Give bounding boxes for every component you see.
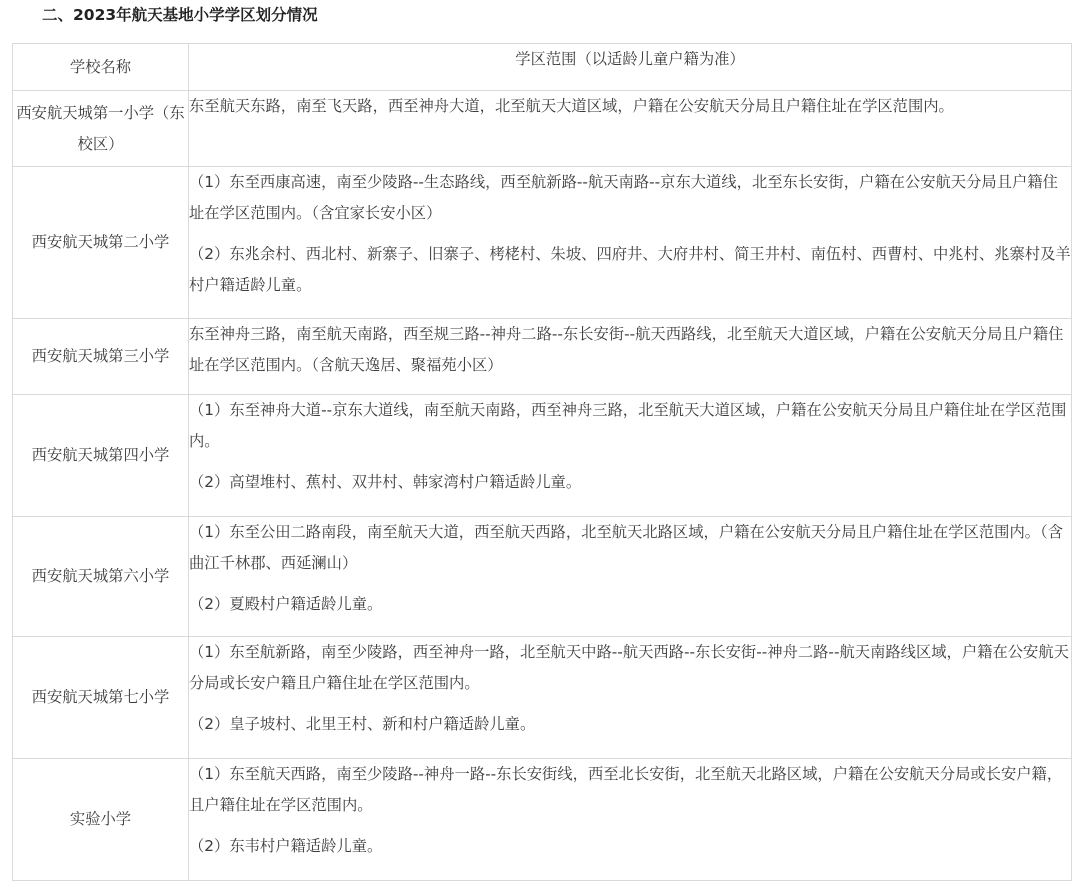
table-row [13,637,1072,759]
school-name-cell: 西安航天城第四小学 [13,395,189,517]
scope-paragraph: 东至神舟三路，南至航天南路，西至规三路--神舟二路--东长安街--航天西路线，北至航天大道区域，户籍在公安航天分局且户籍住址在学区范围内。（含航天逸居、聚福苑小区） [189,325,1064,374]
scope-paragraph: （2）东韦村户籍适龄儿童。 [189,837,383,855]
column-header-district-scope: 学区范围（以适龄儿童户籍为准） [189,44,1072,91]
scope-paragraph: （1）东至航天西路，南至少陵路--神舟一路--东长安街线，西至北长安街，北至航天北路区域，户籍在公安航天分局或长安户籍，且户籍住址在学区范围内。 [189,765,1063,814]
scope-paragraph: （1）东至西康高速，南至少陵路--生态路线，西至航新路--航天南路--京东大道线，北至东长安街，户籍在公安航天分局且户籍住址在学区范围内。（含宜家长安小区） [189,173,1058,222]
table-row [13,517,1072,637]
scope-paragraph: （1）东至航新路，南至少陵路，西至神舟一路，北至航天中路--航天西路--东长安街--神舟二路--航天南路线区域，户籍在公安航天分局或长安户籍且户籍住址在学区范围内。 [189,643,1069,692]
table-body [13,91,1072,881]
scope-paragraph: 东至航天东路，南至飞天路，西至神舟大道，北至航天大道区域，户籍在公安航天分局且户籍住址在学区范围内。 [189,97,954,115]
school-name-cell: 西安航天城第六小学 [13,517,189,637]
school-name-cell: 西安航天城第一小学（东校区） [13,91,189,167]
table-row [13,167,1072,319]
table-header-row [13,44,1072,91]
scope-paragraph: （1）东至神舟大道--京东大道线，南至航天南路，西至神舟三路，北至航天大道区域，户籍在公安航天分局且户籍住址在学区范围内。 [189,401,1067,450]
scope-paragraph: （2）夏殿村户籍适龄儿童。 [189,595,383,613]
school-name-cell: 实验小学 [13,759,189,881]
scope-paragraph: （1）东至公田二路南段，南至航天大道，西至航天西路，北至航天北路区域，户籍在公安航天分局且户籍住址在学区范围内。（含曲江千林郡、西延澜山） [189,523,1064,572]
table-row [13,91,1072,167]
district-scope-cell [189,759,1072,881]
district-scope-cell [189,637,1072,759]
school-name-cell: 西安航天城第三小学 [13,319,189,395]
school-district-table [12,43,1072,881]
district-scope-cell [189,517,1072,637]
district-scope-cell [189,91,1072,167]
column-header-school-name: 学校名称 [13,44,189,91]
table-row [13,319,1072,395]
school-name-cell: 西安航天城第二小学 [13,167,189,319]
district-scope-cell [189,167,1072,319]
district-scope-cell [189,395,1072,517]
school-name-cell: 西安航天城第七小学 [13,637,189,759]
scope-paragraph: （2）高望堆村、蕉村、双井村、韩家湾村户籍适龄儿童。 [189,473,582,491]
scope-paragraph: （2）东兆余村、西北村、新寨子、旧寨子、栲栳村、朱坡、四府井、大府井村、简王井村、南伍村、西曹村、中兆村、兆寨村及羊村户籍适龄儿童。 [189,245,1071,294]
scope-paragraph: （2）皇子坡村、北里王村、新和村户籍适龄儿童。 [189,715,536,733]
table-row [13,395,1072,517]
district-scope-cell [189,319,1072,395]
section-heading: 二、2023年航天基地小学学区划分情况 [42,6,318,24]
table-row [13,759,1072,881]
